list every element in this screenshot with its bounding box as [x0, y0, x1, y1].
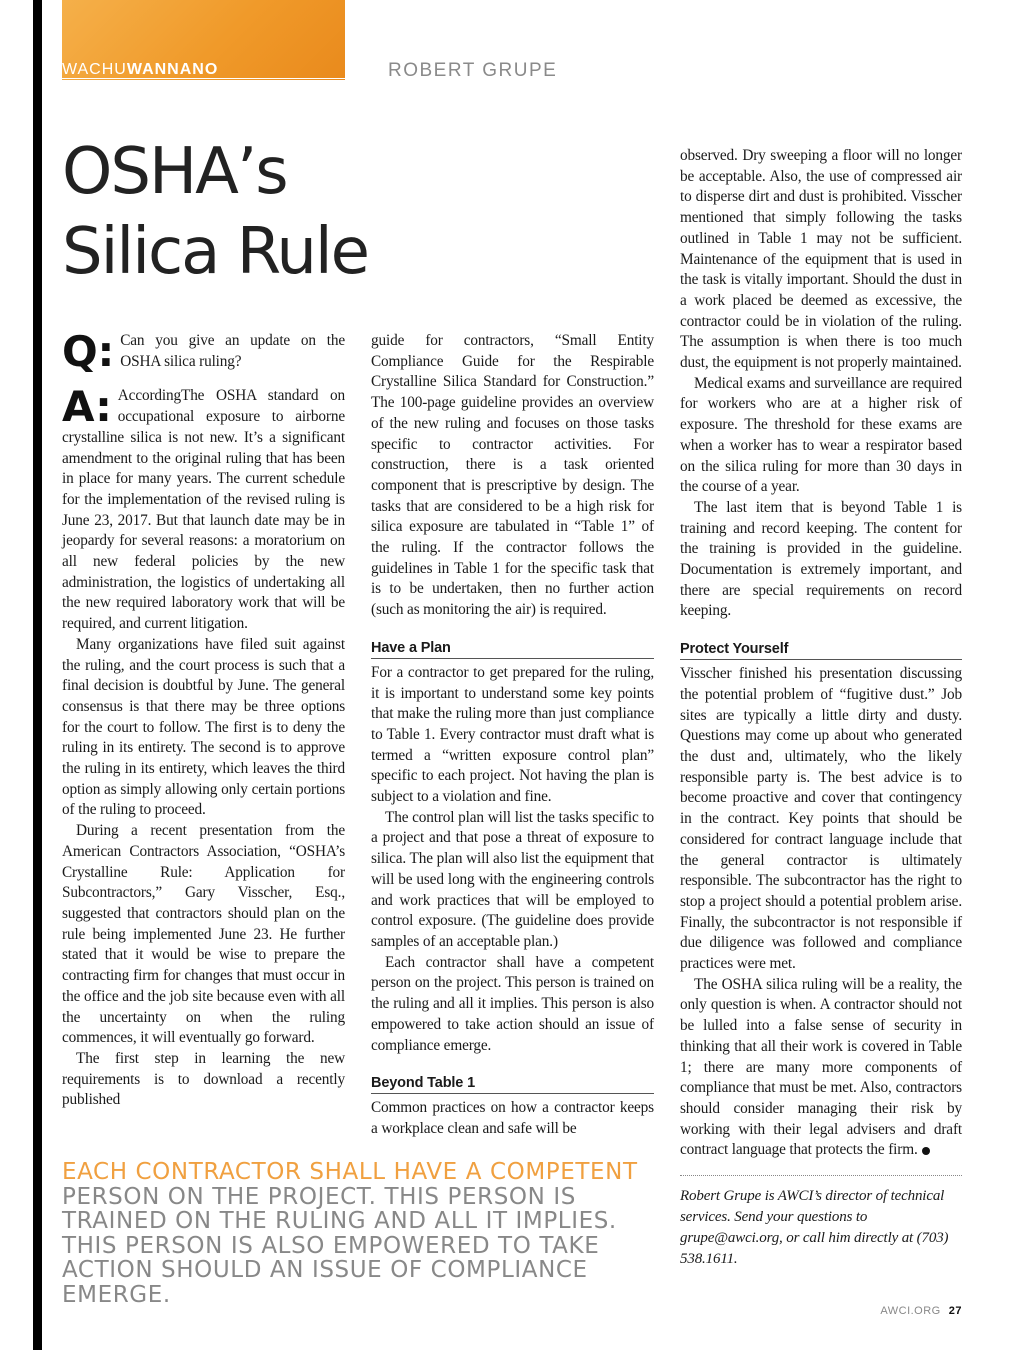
- section-label-bold: WANNANO: [126, 61, 219, 78]
- subhead-have-a-plan: Have a Plan: [371, 639, 654, 659]
- article-title: [62, 132, 392, 292]
- section-tab: [62, 0, 345, 80]
- question-block: [62, 327, 345, 376]
- section-tab-rule: [62, 78, 345, 79]
- body-paragraph: The control plan will list the tasks specific to a project and that pose a threat of exposure to silica. The plan will also list the equipment that will be used long with the engineering controls and work practices that will be employed to control exposure. (The guideline does provide samples of an acceptable plan.): [371, 808, 654, 950]
- answer-mark: A:: [62, 382, 112, 432]
- body-paragraph: Visscher finished his presentation discussing the potential problem of “fugitive dust.” Job sites are typically a little dirty and dusty. Questions may come up about who generated the dust and, ultimately, who the likely responsible party is. The best advice is to become proactive and cover that contingency in the contract. Key points that should be considered for contract language include that the general contractor is ultimately responsible. The subcontractor has the right to stop a project should a potential problem arise. Finally, the subcontractor is not responsible if due diligence was followed and compliance practices were met.: [680, 665, 962, 973]
- author-bio: Robert Grupe is AWCI’s director of technical services. Send your questions to grupe@awci.org, or call him directly at (703) 538.1611.: [680, 1188, 949, 1268]
- footer-site: AWCI.ORG: [880, 1305, 941, 1317]
- column-1: [62, 327, 345, 1111]
- body-paragraph: Many organizations have filed suit against the ruling, and the court process is such that a final decision is doubtful by June. The general consensus is that there may be three options for the court to follow. The first is to deny the ruling in its entirety. The second is to approve the ruling in its entirety, which leaves the third option as simply allowing only certain portions of the ruling to proceed.: [62, 635, 345, 819]
- body-paragraph: The first step in learning the new requirements is to download a recently published: [62, 1049, 345, 1109]
- column-2: [371, 331, 654, 1140]
- body-paragraph: For a contractor to get prepared for the ruling, it is important to understand some key points that make the ruling more than just compliance to Table 1. Every contractor must draft what is termed a “written exposure control plan” specific to each project. Not having the plan is subject to a violation and fine.: [371, 663, 654, 806]
- title-line-1: OSHA’s: [62, 135, 287, 209]
- question-mark: Q:: [62, 327, 115, 376]
- end-of-article-dot-icon: [922, 1147, 930, 1155]
- pull-quote: [62, 1160, 662, 1307]
- body-paragraph: guide for contractors, “Small Entity Compliance Guide for the Respirable Crystalline Silica Standard for Construction.” The 100-page guideline provides an overview of the new ruling and focuses on those tasks specific to contractor activities. For construction, there is a task oriented component that is prescriptive by design. The tasks that are considered to be a high risk for silica exposure are tabulated in “Table 1” of the ruling. If the contractor follows the guidelines in Table 1 for the specific task that is to be undertaken, then no further action (such as monitoring the air) is required.: [371, 332, 654, 619]
- final-paragraph-text: The OSHA silica ruling will be a reality, the only question is when. A contractor should not be lulled into a false sense of security in thinking that all their work is covered in Table 1; there are many more components of compliance that must be met. Also, contractors should consider managing their risk by working with their legal advisers and draft contract language that protects the firm.: [680, 975, 962, 1159]
- pull-quote-highlight: EACH CONTRACTOR SHALL HAVE A COMPETENT: [62, 1159, 638, 1185]
- page-footer: [880, 1305, 962, 1317]
- answer-paragraph-1: AccordingThe OSHA standard on occupational exposure to airborne crystalline silica is not new. It’s a significant amendment to the original ruling that has been in place for many years. The current schedule for the implementation of the revised ruling is June 23, 2017. But that launch date may be in jeopardy for several reasons: a moratorium on all new federal policies by the new administration, the logistics of undertaking all the new required laboratory work that will be required, and current litigation.: [62, 387, 345, 633]
- subhead-protect-yourself: Protect Yourself: [680, 640, 962, 660]
- bio-divider: [680, 1175, 962, 1176]
- body-paragraph: observed. Dry sweeping a floor will no longer be acceptable. Also, the use of compressed air to disperse dirt and dust is prohibited. Visscher mentioned that simply following the tasks outlined in Table 1 may not be sufficient. Maintenance of the equipment that is used in the task is vitally important. Should the dust in a work placed be deemed as excessive, the contractor could be in violation of the ruling. The assumption is when there is too much dust, the equipment is not properly maintained.: [680, 147, 962, 372]
- page-spine-bar: [33, 0, 42, 1350]
- body-paragraph: Common practices on how a contractor keeps a workplace clean and safe will be: [371, 1099, 654, 1137]
- column-3: [680, 146, 962, 1270]
- title-line-2: Silica Rule: [62, 215, 369, 289]
- question-text: Can you give an update on the OSHA silica ruling?: [120, 332, 345, 370]
- author-name: ROBERT GRUPE: [388, 60, 558, 81]
- body-paragraph: Each contractor shall have a competent person on the project. This person is trained on the ruling and all it implies. This person is also empowered to take action should an issue of compliance emerge.: [371, 953, 654, 1054]
- subhead-beyond-table-1: Beyond Table 1: [371, 1074, 654, 1094]
- page-number: 27: [948, 1305, 962, 1317]
- section-label-prefix: WACHU: [62, 61, 127, 78]
- body-paragraph: The last item that is beyond Table 1 is training and record keeping. The content for the training is provided in the guideline. Documentation is extremely important, and there are special requirements on record keeping.: [680, 498, 962, 620]
- body-paragraph-final: [680, 975, 962, 1161]
- pull-quote-rest: PERSON ON THE PROJECT. THIS PERSON IS TRAINED ON THE RULING AND ALL IT IMPLIES. THIS PERSON IS ALSO EMPOWERED TO TAKE ACTION SHOULD AN ISSUE OF COMPLIANCE EMERGE.: [62, 1183, 617, 1308]
- body-paragraph: Medical exams and surveillance are required for workers who are at a higher risk of exposure. The threshold for these exams are when a worker has to wear a respirator based on the silica ruling for more than 30 days in the course of a year.: [680, 374, 962, 496]
- section-label: [62, 61, 218, 79]
- answer-block: [62, 382, 345, 634]
- body-paragraph: During a recent presentation from the American Contractors Association, “OSHA’s Crystalline Rule: Application for Subcontractors,” Gary Visscher, Esq., suggested that contractors should plan on the rule being implemented June 23. He further stated that it would be wise to prepare the contracting firm for changes that must occur in the office and the job site because even with all the uncertainty on when the ruling commences, it will eventually go forward.: [62, 822, 345, 1047]
